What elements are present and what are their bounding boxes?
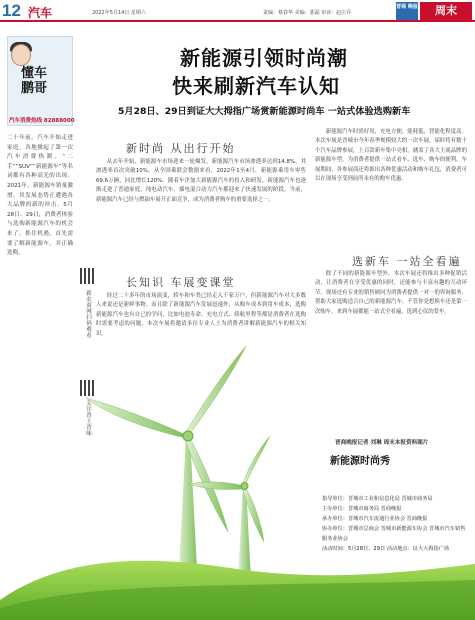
host-unit: 主办单位：晋城市商务局 晋商晚报 [322,506,402,512]
section-text: 经过二十多年的市场演变，轿车和车类已经走入千家万户，但新能源汽车对大多数人来说还是新鲜事物。而且除了新能源汽车发展迅速外，从购车成本到用车成本，选购新能源汽车也有自己的学问，比如电池寿命、充电方式、续航里程等都是消费者在选购时需要考虑的问题。本次车展将邀请多位专业人士为消费者讲解新能源汽车的相关知识。 [96,293,306,337]
wind-turbine-icon [188,436,270,580]
main-text: 新能源汽车时尚好用，充电方便，能耗低，智能化程度高。本次车展是晋城市今年春季规模较大的一次车展，届时将有数十个汽车品牌参展，上百款新车集中亮相，涵盖了各大主流品牌的新能源车型，为消费者提供一站式看车、选车、购车的便利。车展期间，各参展商还将推出各种优惠活动和购车礼包，消费者可以在现场享受到前所未有的购车优惠。 [315,129,467,183]
newspaper-logo: 晋商 晚报 [396,2,418,20]
byline: 晋商晚报记者 刘琳 周末本报资料图片 [335,440,429,446]
section-text: 除了不同的新能源车型外，本次车展还将推出多种促销活动，让消费者在享受优惠的同时，还能参与丰富有趣的互动环节。现场还有专业的销售顾问为消费者提供一对一的咨询服务，帮助大家选购适合自己的新能源汽车。不管你是想换车还是第一次购车，来到车展都能一站式全看遍，选到心仪的爱车。 [315,271,467,315]
headline-subtitle: 5月28日、29日到证大大拇指广场赏新能源时尚车 一站式体验选购新车 [118,106,411,117]
headline-line-1: 新能源引领时尚潮 [180,46,348,70]
section-text: 从去年开始，新能源车市场迎来一轮爆发，新能源汽车市场渗透率达到14.8%，其渗透率首次突破10%。从全国乘联会数据来看，2022年1至4月，新能源乘用车零售69.6万辆，同比增长120%。随着车企加大新能源汽车的投入和研发，新能源汽车也逐渐走进了普通家庭，纯电动汽车、插电混合动力汽车都迎来了快速发展的阶段。当前，新能源汽车已经与燃油车展开正面竞争，成为消费者购车的重要选择之一。 [96,159,306,203]
qr-code-icon [80,268,96,284]
hotline: 汽车消费热线 82888000 [9,118,75,124]
section-name: 汽车 [28,6,53,20]
page-number: 12 [2,1,21,20]
support-unit: 协办单位：晋城市总商会 晋城市新能源车协会 晋城市汽车销售服务业协会 [322,526,466,542]
wind-turbine-icon [86,346,246,588]
column-title: 懂车 [21,66,48,81]
event-info [322,494,467,554]
page-header [0,0,475,22]
headline-line-2: 快来刷新汽车认知 [172,74,340,98]
event-time-place: 活动时间：5月28日、29日 活动地点：证大大拇指广场 [322,546,450,552]
section-heading: 选新车 一站全看遍 [352,255,462,268]
column-body: 二十年前，汽车开始走进家庭，各地掀起了第一次汽车消费热潮。“二手”“SUV”“新能源车”等名词都有各种高光的出现。2021年，新能源车销量激增，其发展态势正遭遇各大品牌的新的冲击。5月28日、29日，消费者体验与选购新能源汽车的机会来了。抓住机遇，首先需要了解新能源车，并正确选购。 [7,135,73,257]
guide-unit: 指导单位：晋城市工业和信息化局 晋城市商务局 [322,496,433,502]
column-author: 鹏哥 [21,81,48,96]
weekly-badge: 周末 [420,2,472,20]
organizer-unit: 承办单位：晋城市汽车流通行业协会 晋商晚报 [322,516,428,522]
wind-turbine-illustration [0,318,475,620]
feature-title: 新能源时尚秀 [330,456,390,467]
editor-credits: 责编：蔡春华 美编：郭磊 审读：赵庄乔 [263,10,352,16]
issue-date: 2022年5月14日 星期六 [92,10,146,16]
section-heading: 长知识 车展变课堂 [126,276,236,289]
qr-label: 关注晋土晋味 [85,400,91,436]
qr-label: 新农商网扫码观看 [85,290,91,338]
section-heading: 新时尚 从出行开始 [126,142,236,155]
